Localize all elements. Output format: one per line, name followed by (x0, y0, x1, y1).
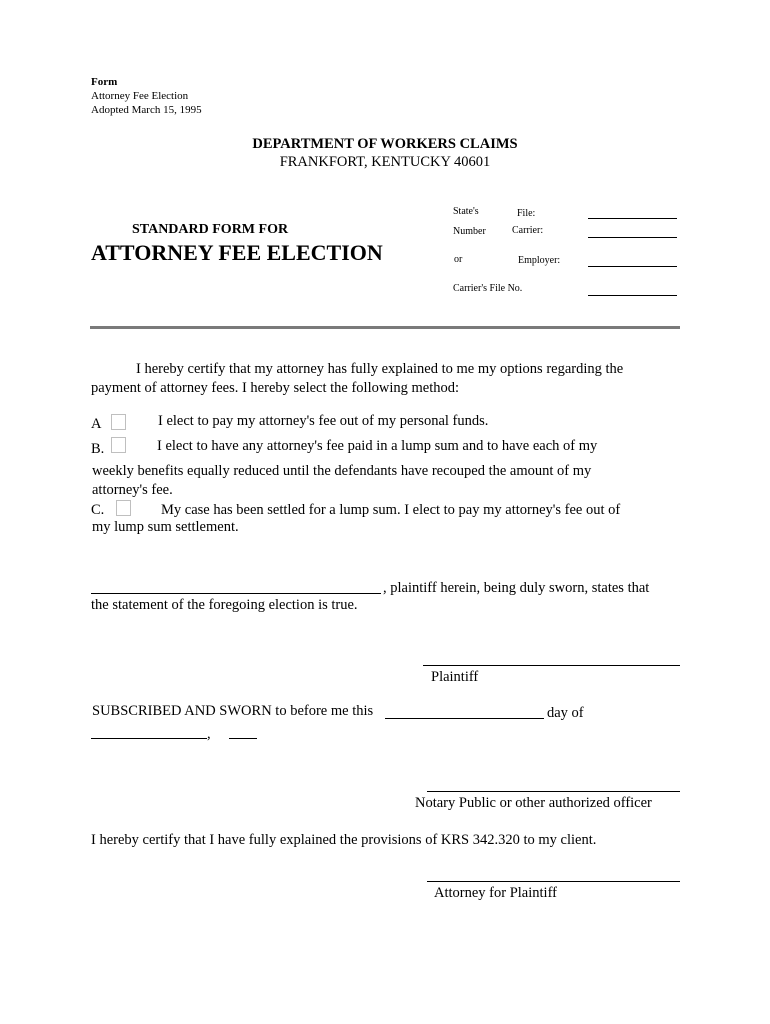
form-label: Form (91, 76, 118, 88)
sworn-year-line[interactable] (229, 738, 257, 739)
option-b-checkbox[interactable] (111, 437, 126, 453)
carrier-input-line[interactable] (588, 237, 677, 238)
sworn-day-line[interactable] (385, 718, 544, 719)
sworn-line1: , plaintiff herein, being duly sworn, states that (383, 580, 650, 596)
number-label: Number (453, 226, 486, 237)
attorney-certify-text: I hereby certify that I have fully explained the provisions of KRS 342.320 to my client. (91, 832, 597, 848)
sworn-line2: the statement of the foregoing election is true. (91, 597, 358, 613)
option-c-checkbox[interactable] (116, 500, 131, 516)
day-of-text: day of (547, 705, 584, 721)
plaintiff-signature-line[interactable] (423, 665, 680, 666)
option-b-line3: attorney's fee. (92, 482, 173, 498)
date-comma: , (207, 726, 211, 742)
option-c-line1: My case has been settled for a lump sum. I elect to pay my attorney's fee out of (161, 502, 621, 518)
subscribed-text: SUBSCRIBED AND SWORN to before me this (92, 703, 374, 719)
notary-signature-line[interactable] (427, 791, 680, 792)
or-label: or (454, 254, 463, 265)
section-divider (90, 326, 680, 329)
option-b-letter: B. (91, 441, 105, 457)
intro-line1: I hereby certify that my attorney has fully explained to me my options regarding the (136, 361, 624, 377)
department-address: FRANKFORT, KENTUCKY 40601 (279, 154, 491, 170)
notary-label: Notary Public or other authorized officer (415, 795, 652, 811)
attorney-label: Attorney for Plaintiff (434, 885, 557, 901)
page-title: ATTORNEY FEE ELECTION (91, 240, 383, 265)
option-a-text: I elect to pay my attorney's fee out of my personal funds. (158, 413, 489, 429)
plaintiff-name-line[interactable] (91, 593, 381, 594)
department-name: DEPARTMENT OF WORKERS CLAIMS (252, 136, 518, 152)
option-c-line2: my lump sum settlement. (92, 519, 239, 535)
file-label: File: (517, 208, 536, 219)
form-name: Attorney Fee Election (91, 90, 189, 102)
carriers-file-no-input-line[interactable] (588, 295, 677, 296)
adopted-date: Adopted March 15, 1995 (91, 104, 202, 116)
carrier-label: Carrier: (512, 225, 544, 236)
employer-input-line[interactable] (588, 266, 677, 267)
option-b-line2: weekly benefits equally reduced until the defendants have recouped the amount of my (92, 463, 592, 479)
carriers-file-no-label: Carrier's File No. (453, 283, 523, 294)
sworn-month-line[interactable] (91, 738, 207, 739)
option-a-letter: A (91, 416, 102, 432)
option-a-checkbox[interactable] (111, 414, 126, 430)
intro-line2: payment of attorney fees. I hereby select the following method: (91, 380, 460, 396)
states-label: State's (453, 206, 479, 217)
title-line1: STANDARD FORM FOR (132, 222, 289, 237)
employer-label: Employer: (518, 255, 561, 266)
file-input-line[interactable] (588, 218, 677, 219)
attorney-signature-line[interactable] (427, 881, 680, 882)
option-c-letter: C. (91, 502, 105, 518)
option-b-line1: I elect to have any attorney's fee paid in a lump sum and to have each of my (157, 438, 598, 454)
plaintiff-label: Plaintiff (431, 669, 479, 685)
